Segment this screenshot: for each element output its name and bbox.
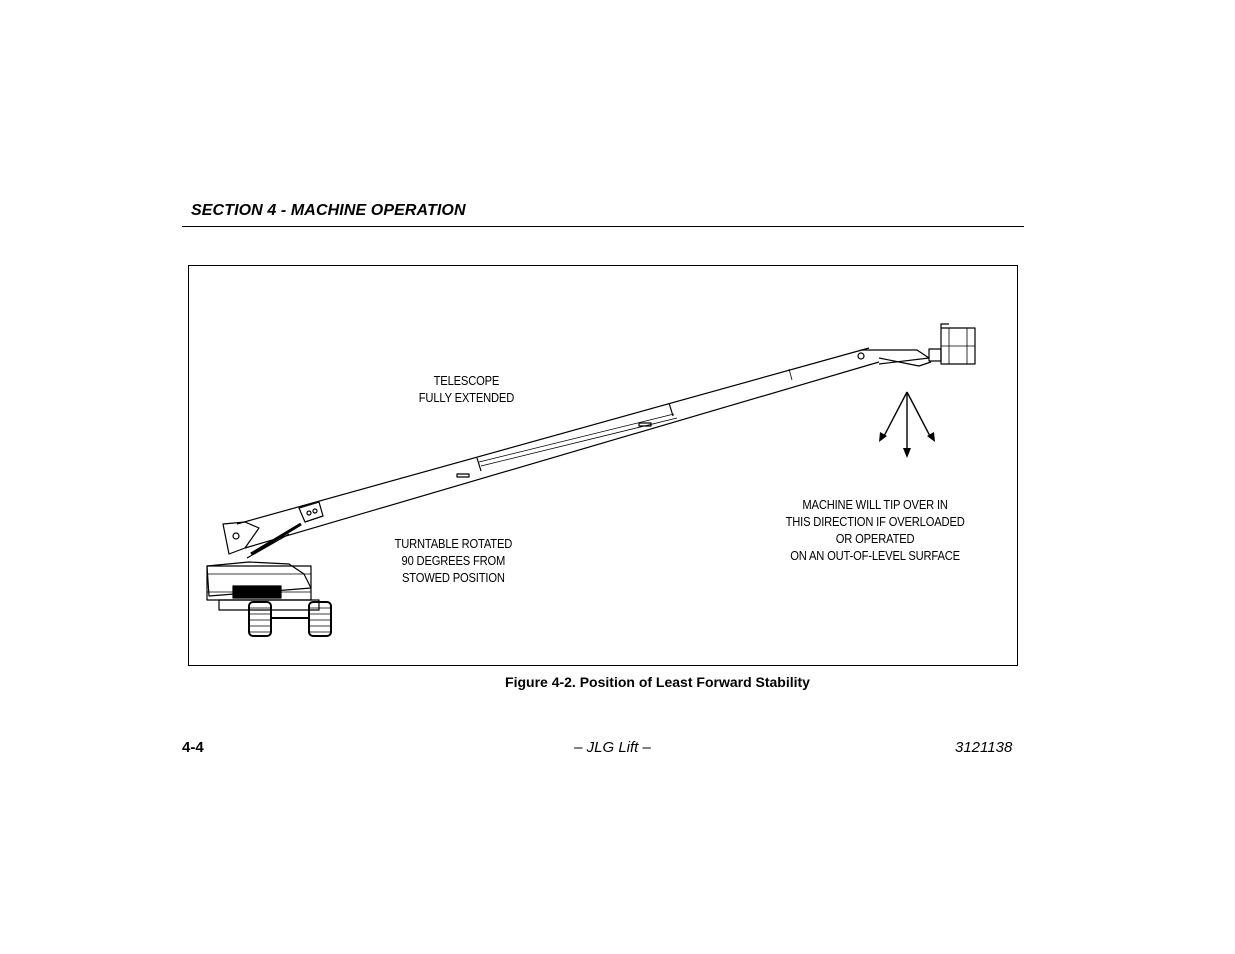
figure-caption: Figure 4-2. Position of Least Forward Stability — [505, 674, 810, 690]
section-title: SECTION 4 - MACHINE OPERATION — [191, 202, 466, 219]
boom-lower-edge — [245, 362, 879, 548]
tip-direction-arrows — [883, 392, 931, 452]
boom-joint-1 — [477, 458, 481, 471]
boom-pivot-plate — [223, 522, 259, 554]
document-number: 3121138 — [955, 739, 1013, 756]
boom-upper-edge — [237, 348, 869, 524]
boom-inner-line — [479, 414, 674, 462]
boom-pivot-pin — [233, 533, 239, 539]
boom-joint-2 — [669, 403, 673, 416]
boom-clip-1 — [457, 474, 469, 477]
boom-joint-3 — [789, 369, 792, 380]
arrowhead-center — [903, 448, 911, 458]
jib-arm — [861, 350, 929, 364]
rear-wheel — [249, 602, 271, 636]
arrow-left — [883, 392, 907, 438]
boom-lift-illustration — [189, 266, 1019, 667]
turntable-label: TURNTABLE ROTATED 90 DEGREES FROM STOWED POSITION — [394, 536, 513, 585]
front-wheel — [309, 602, 331, 636]
figure-frame — [188, 265, 1018, 666]
page-number: 4-4 — [182, 739, 204, 756]
platform-control-box — [941, 324, 949, 328]
header-rule — [182, 226, 1024, 227]
engine-tray — [233, 586, 281, 598]
footer-center-text: – JLG Lift – — [574, 739, 651, 756]
tip-warning-label: MACHINE WILL TIP OVER IN THIS DIRECTION IF OVERLOADED OR OPERATED ON AN OUT-OF-LEVEL SURFACE — [785, 497, 965, 563]
arrow-right — [907, 392, 931, 438]
boom-inner-line-2 — [481, 418, 677, 466]
rotator — [929, 349, 941, 361]
telescope-label: TELESCOPE FULLY EXTENDED — [418, 373, 515, 405]
